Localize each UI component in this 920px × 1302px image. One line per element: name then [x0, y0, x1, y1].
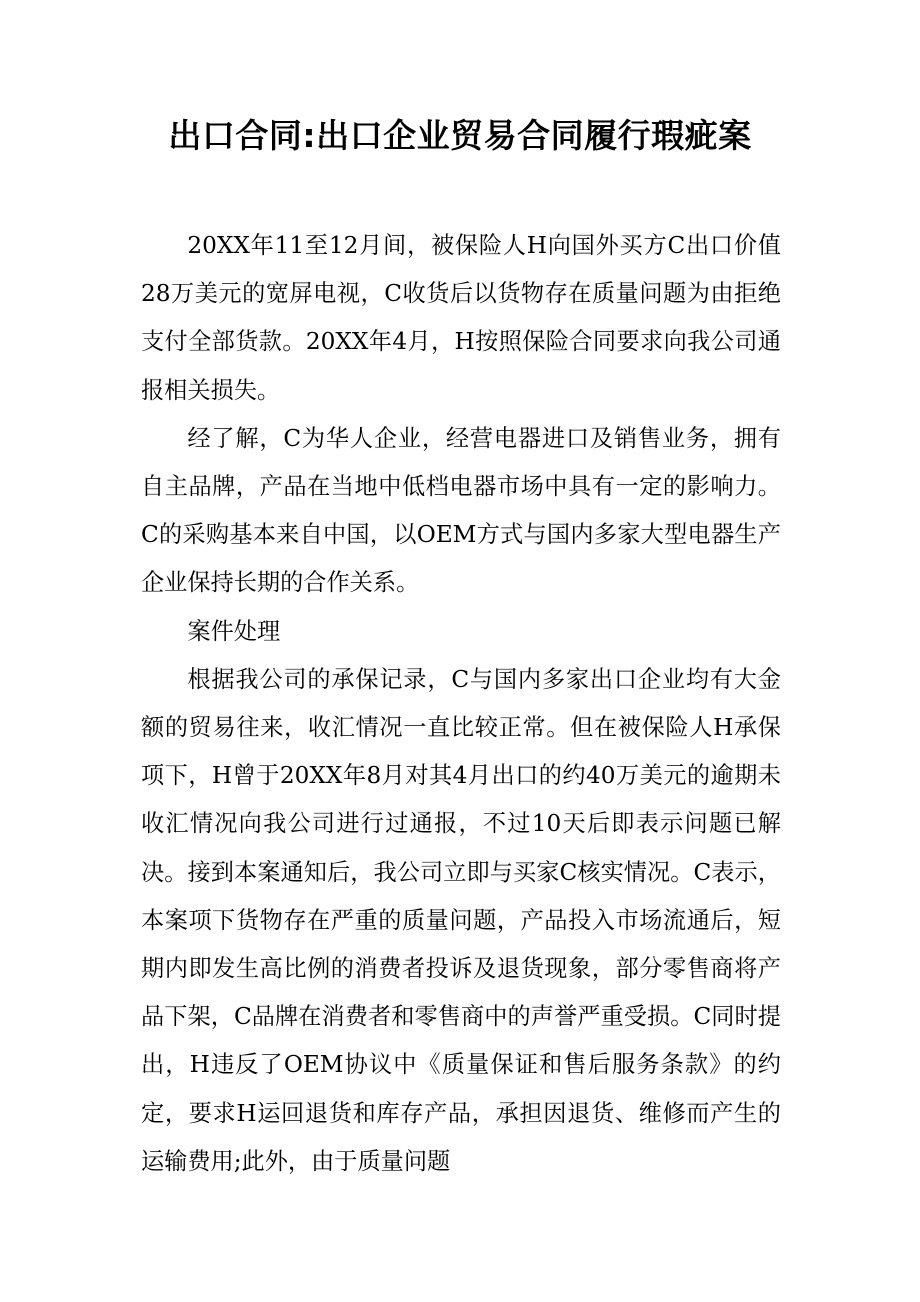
paragraph-intro: 20XX年11至12月间，被保险人H向国外买方C出口价值28万美元的宽屏电视，C收货后以货物存在质量问题为由拒绝支付全部货款。20XX年4月，H按照保险合同要求向我公司通报相关损失。	[141, 232, 781, 404]
document-title: 出口合同:出口企业贸易合同履行瑕疵案	[168, 116, 752, 155]
paragraph-case-handling: 根据我公司的承保记录，C与国内多家出口企业均有大金额的贸易往来，收汇情况一直比较正常。但在被保险人H承保项下，H曾于20XX年8月对其4月出口的约40万美元的逾期未收汇情况向我公司进行过通报，不过10天后即表示问题已解决。接到本案通知后，我公司立即与买家C核实情况。C表示，本案项下货物存在严重的质量问题，产品投入市场流通后，短期内即发生高比例的消费者投诉及退货现象，部分零售商将产品下架，C品牌在消费者和零售商中的声誉严重受损。C同时提出，H违反了OEM协议中《质量保证和售后服务条款》的约定，要求H运回退货和库存产品，承担因退货、维修而产生的运输费用;此外，由于质量问题	[141, 665, 781, 1175]
section-heading-case-handling: 案件处理	[187, 617, 281, 645]
document-body	[141, 222, 781, 1186]
paragraph-background: 经了解，C为华人企业，经营电器进口及销售业务，拥有自主品牌，产品在当地中低档电器市场中具有一定的影响力。C的采购基本来自中国，以OEM方式与国内多家大型电器生产企业保持长期的合作关系。	[141, 424, 781, 597]
